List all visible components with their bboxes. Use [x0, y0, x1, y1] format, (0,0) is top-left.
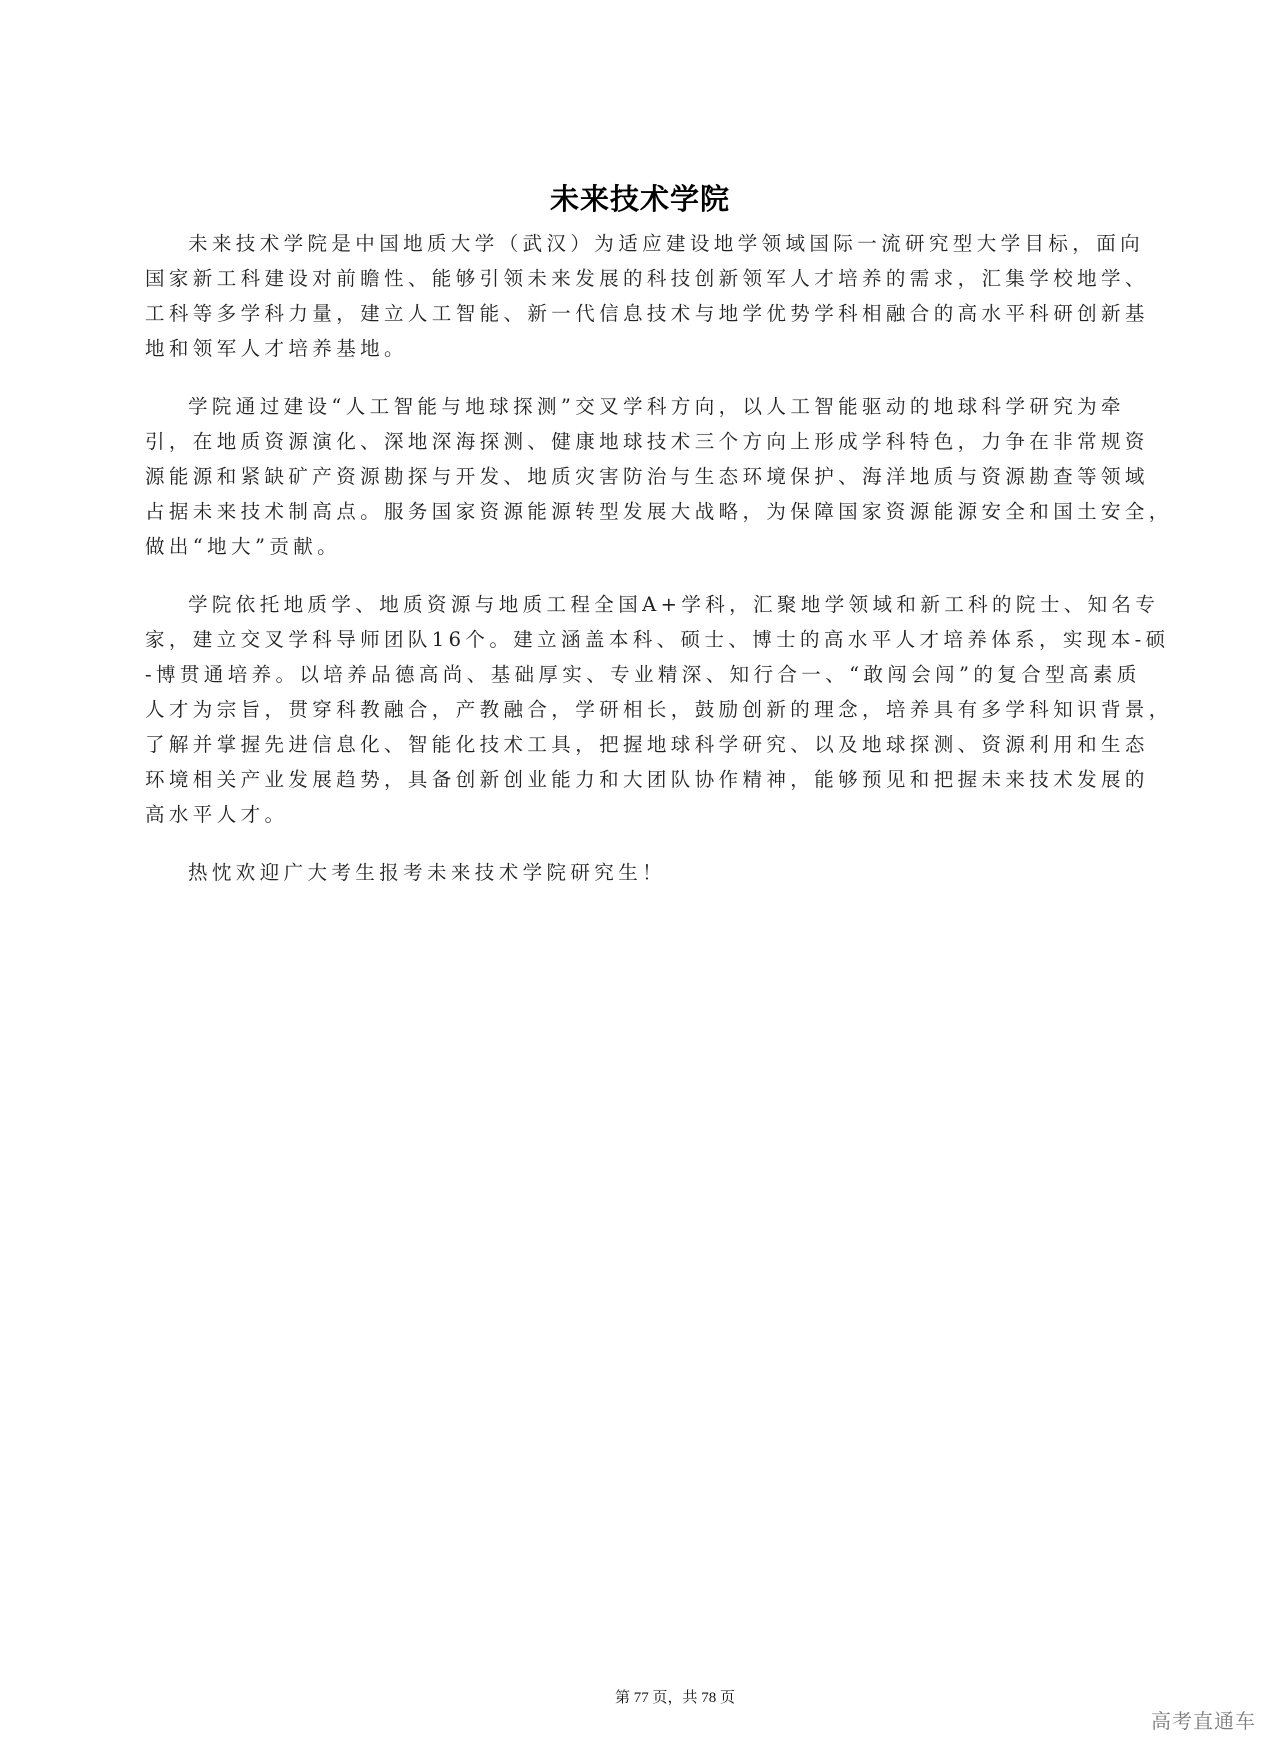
paragraph-research-direction [145, 389, 1173, 564]
text-line: 人才为宗旨，贯穿科教融合，产教融合，学研相长，鼓励创新的理念，培养具有多学科知识背景， [145, 698, 1173, 721]
text-line: 家，建立交叉学科导师团队16个。建立涵盖本科、硕士、博士的高水平人才培养体系，实现本-硕 [145, 628, 1170, 651]
text-line: 做出“地大”贡献。 [145, 535, 342, 558]
text-line: 学院通过建设“人工智能与地球探测”交叉学科方向，以人工智能驱动的地球科学研究为牵 [188, 395, 1125, 418]
text-line: 热忱欢迎广大考生报考未来技术学院研究生！ [188, 861, 667, 884]
document-body [145, 226, 1173, 913]
text-line: -博贯通培养。以培养品德高尚、基础厚实、专业精深、知行合一、“敢闯会闯”的复合型高素质 [145, 663, 1141, 686]
paragraph-talent-training [145, 587, 1173, 832]
text-line: 占据未来技术制高点。服务国家资源能源转型发展大战略，为保障国家资源能源安全和国土安全， [145, 500, 1173, 523]
text-line: 了解并掌握先进信息化、智能化技术工具，把握地球科学研究、以及地球探测、资源利用和生态 [145, 733, 1149, 756]
text-line: 源能源和紧缺矿产资源勘探与开发、地质灾害防治与生态环境保护、海洋地质与资源勘查等领域 [145, 465, 1149, 488]
text-line: 未来技术学院是中国地质大学（武汉）为适应建设地学领域国际一流研究型大学目标，面向 [188, 232, 1145, 255]
text-line: 工科等多学科力量，建立人工智能、新一代信息技术与地学优势学科相融合的高水平科研创新基 [145, 302, 1149, 325]
page-title: 未来技术学院 [549, 182, 730, 217]
paragraph-intro [145, 226, 1149, 366]
text-line: 地和领军人才培养基地。 [145, 337, 408, 360]
text-line: 高水平人才。 [145, 803, 289, 826]
watermark-text: 高考直通车 [1151, 1709, 1256, 1733]
text-line: 引，在地质资源演化、深地深海探测、健康地球技术三个方向上形成学科特色，力争在非常规资 [145, 430, 1149, 453]
text-line: 环境相关产业发展趋势，具备创新创业能力和大团队协作精神，能够预见和把握未来技术发展的 [145, 768, 1149, 791]
text-line: 学院依托地质学、地质资源与地质工程全国A+学科，汇聚地学领域和新工科的院士、知名专 [188, 593, 1160, 616]
paragraph-welcome [145, 855, 1125, 890]
text-line: 国家新工科建设对前瞻性、能够引领未来发展的科技创新领军人才培养的需求，汇集学校地学、 [145, 267, 1149, 290]
page-number: 第 77 页，共 78 页 [614, 1690, 735, 1706]
